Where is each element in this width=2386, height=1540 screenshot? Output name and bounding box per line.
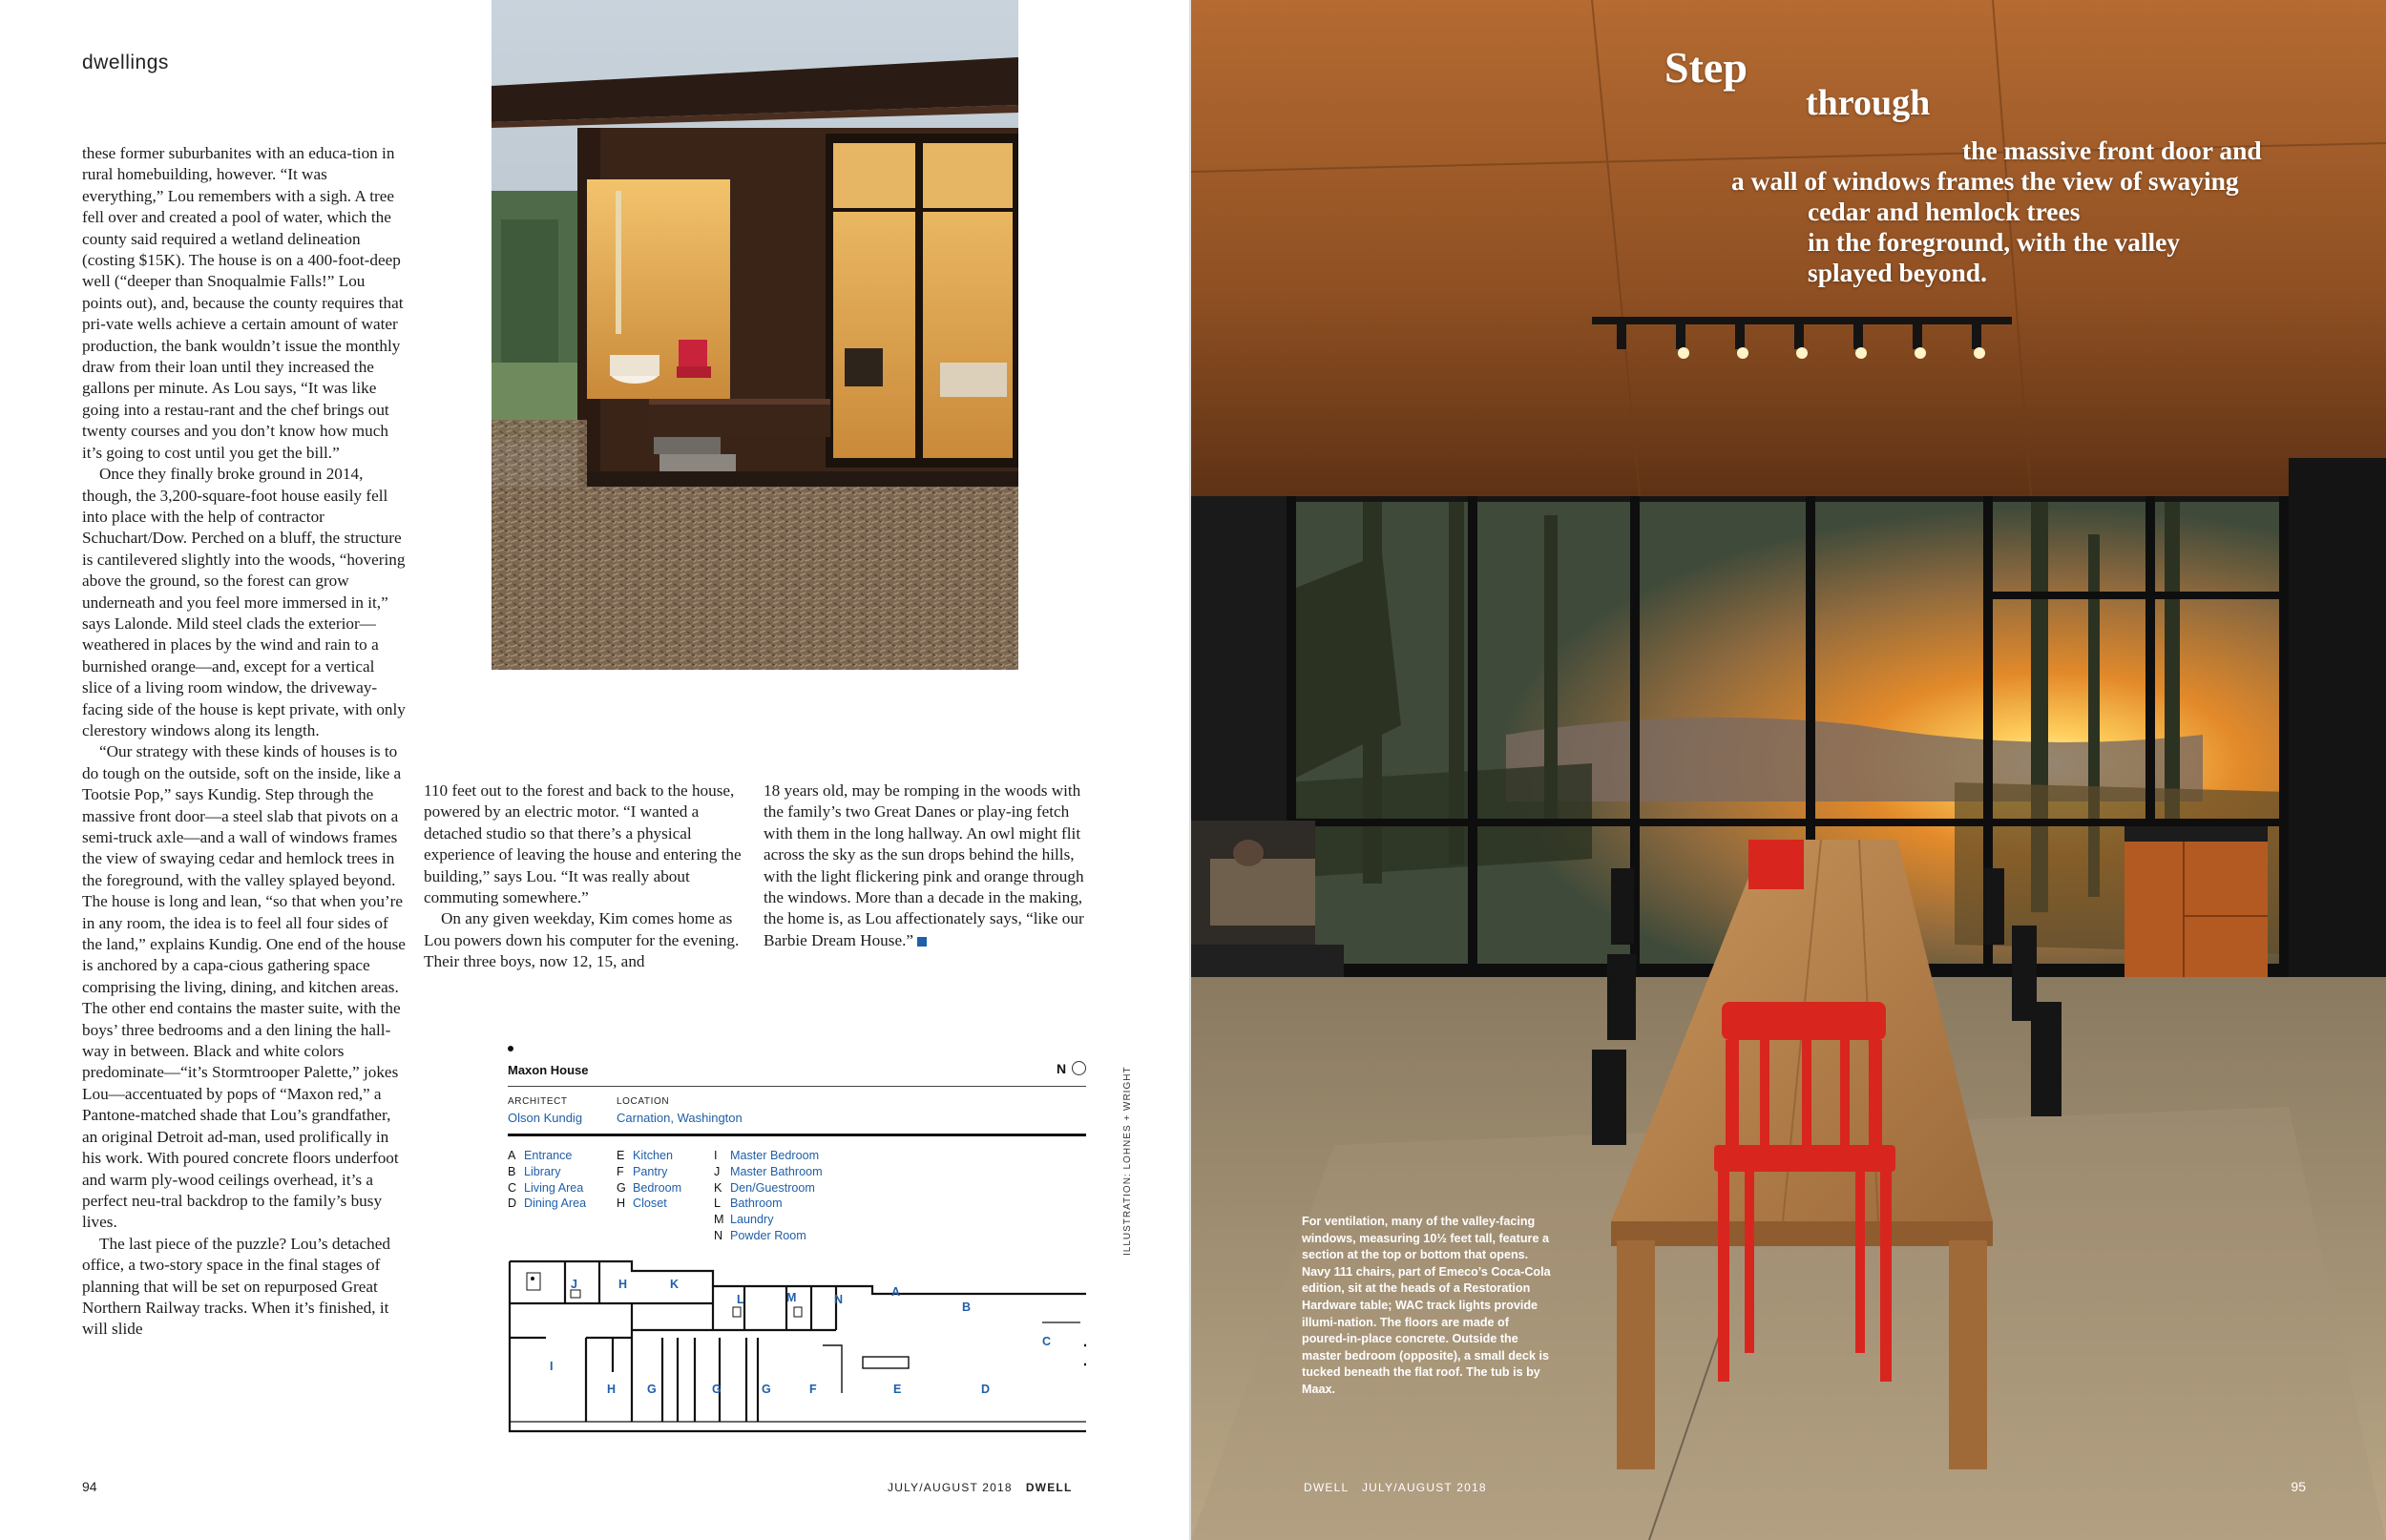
left-page <box>0 0 1191 1540</box>
room-label: G <box>762 1383 771 1396</box>
folio-issue-date: JULY/AUGUST 2018 <box>1361 1481 1487 1494</box>
room-label: C <box>1042 1335 1052 1348</box>
legend-item: I Master Bedroom <box>714 1149 820 1162</box>
paragraph: “Our strategy with these kinds of houses is to do tough on the outside, soft on the inside, like a Tootsie Pop,” says Kundig. Step through the massive front door—a steel slab that pivots on a semi-truck axle—and a wall of windows frames the view of swaying cedar and hemlock trees in the foreground, with the valley splayed beyond. The house is long and lean, “so that when you’re in any room, the idea is to feel all four sides of the land,” explains Kundig. One end of the house is anchored by a capa-cious gathering space comprising the living, dining, and kitchen areas. The other end contains the master suite, with the boys’ three bedrooms and a den lining the hall-way in between. Black and white colors predominate—“it’s Stormtrooper Palette,” jokes Lou—accentuated by pops of “Maxon red,” a Pantone-matched shade that Lou’s grandfather, an original Detroit ad-man, used prolifically in his work. With poured concrete floors underfoot and warm ply-wood ceilings overhead, it’s a perfect neu-tral backdrop to the family’s busy lives. <box>82 742 406 1232</box>
right-page <box>1191 0 2386 1540</box>
north-label: N <box>1056 1061 1067 1076</box>
room-label: H <box>618 1278 628 1291</box>
paragraph: The last piece of the puzzle? Lou’s detached office, a two-story space in the final stages of planning that will be set on repurposed Great Northern Railway tracks. When it’s finished, it will slide <box>82 1234 390 1339</box>
architect-label: ARCHITECT <box>508 1096 568 1107</box>
legend-item: H Closet <box>617 1197 667 1211</box>
article-column-1 <box>82 143 407 1341</box>
illustration-credit: ILLUSTRATION: LOHNES + WRIGHT <box>1122 1066 1133 1256</box>
legend-item: J Master Bathroom <box>714 1164 823 1178</box>
legend-item: N Powder Room <box>714 1228 806 1242</box>
photo-caption: For ventilation, many of the valley-facing windows, measuring 10½ feet tall, feature a section at the top or bottom that opens. Navy 111 chairs, part of Emeco’s Coca-Cola edition, sit at the heads of a Restoration Hardware table; WAC track lights provide illumi-nation. The floors are made of poured-in-place concrete. Outside the master bedroom (opposite), a small deck is tucked beneath the flat roof. The tub is by Maax. <box>1302 1215 1551 1396</box>
floor-plan <box>508 1046 1086 1446</box>
folio-magazine: DWELL <box>1025 1481 1073 1494</box>
north-arrow-icon <box>1072 1061 1086 1075</box>
entry-photo <box>492 0 1018 670</box>
legend-item: F Pantry <box>617 1164 668 1178</box>
room-label: E <box>893 1383 902 1396</box>
legend-item: D Dining Area <box>508 1197 587 1211</box>
room-label: K <box>670 1278 680 1291</box>
plan-divider <box>508 1086 1086 1087</box>
legend-item: B Library <box>508 1164 561 1178</box>
paragraph: these former suburbanites with an educa-tion in rural homebuilding, however. “It was everything,” Lou remembers with a sigh. A tree fell over and created a pool of water, which the county said required a wetland delineation (costing $15K). The house is on a 400-foot-deep well (“deeper than Snoqualmie Falls!” Lou points out), and, because the county requires that pri-vate wells achieve a certain amount of water production, the bank wouldn’t issue the monthly draw from their loan until they increased the gallons per minute. As Lou says, “It was like going into a restau-rant and the chef brings out twenty courses and you don’t know how much it’s going to cost until you get the bill.” <box>82 144 404 462</box>
pull-quote-line: in the foreground, with the valley <box>1808 227 2181 257</box>
end-mark-icon <box>917 937 927 947</box>
legend-item: A Entrance <box>508 1149 573 1162</box>
paragraph: On any given weekday, Kim comes home as Lou powers down his computer for the evening. Their three boys, now 12, 15, and <box>424 909 740 971</box>
legend-item: C Living Area <box>508 1180 584 1195</box>
folio-issue <box>888 1481 1072 1494</box>
legend-column-3 <box>714 1148 823 1244</box>
north-indicator <box>1057 1061 1086 1076</box>
article-column-2 <box>424 780 750 973</box>
paragraph: 110 feet out to the forest and back to the house, powered by an electric motor. “I wanted a detached studio so that there’s a physical experience of leaving the house and entering the building,” says Lou. “It was really about commuting somewhere.” <box>424 781 742 907</box>
room-label: A <box>891 1285 901 1299</box>
paragraph: Once they finally broke ground in 2014, though, the 3,200-square-foot house easily fell into place with the help of contractor Schuchart/Dow. Perched on a bluff, the structure is cantilevered slightly into the woods, “hovering above the ground, so the forest can grow underneath and you feel more immersed in it,” says Lalonde. Mild steel clads the exterior—weathered in places by the wind and rain to a burnished orange—and, except for a vertical slice of a living room window, the driveway-facing side of the house is kept private, with only clerestory windows along its length. <box>82 465 406 739</box>
entry-photo-illustration <box>492 0 1018 670</box>
legend-item: G Bedroom <box>617 1180 682 1195</box>
location-label: LOCATION <box>617 1096 670 1107</box>
legend-item: M Laundry <box>714 1213 774 1227</box>
room-label: F <box>809 1383 817 1396</box>
floor-plan-drawing <box>508 1250 1086 1441</box>
pull-quote-line: cedar and hemlock trees <box>1808 197 2081 226</box>
legend-column-1 <box>508 1148 586 1212</box>
page-number: 95 <box>2291 1479 2306 1494</box>
paragraph-text: 18 years old, may be romping in the woods with the family’s two Great Danes or play-ing fetch with them in the long hallway. An owl might flit across the sky as the sun drops behind the hills, with the light flickering pink and orange through the windows. More than a decade in the making, the home is, as Lou affectionately says, “like our Barbie Dream House.” <box>764 781 1084 949</box>
plan-divider-thick <box>508 1134 1086 1136</box>
room-label: G <box>712 1383 722 1396</box>
room-label: J <box>571 1278 577 1291</box>
room-label: D <box>981 1383 991 1396</box>
pull-quote-word-2: through <box>1806 83 1931 123</box>
folio-magazine: DWELL <box>1304 1481 1350 1494</box>
plan-title: Maxon House <box>508 1063 589 1077</box>
plan-bullet-icon <box>508 1046 513 1051</box>
room-label: B <box>962 1301 972 1314</box>
room-label: I <box>550 1360 554 1373</box>
room-label: L <box>737 1293 744 1306</box>
page-number: 94 <box>82 1479 97 1494</box>
pull-quote-word-1: Step <box>1664 43 1748 92</box>
pull-quote-line: the massive front door and <box>1962 135 2262 165</box>
pull-quote-line: a wall of windows frames the view of swaying <box>1731 166 2239 196</box>
legend-item: E Kitchen <box>617 1149 674 1162</box>
location-name: Carnation, Washington <box>617 1111 743 1125</box>
legend-column-2 <box>617 1148 681 1212</box>
section-label: dwellings <box>82 52 169 73</box>
architect-name: Olson Kundig <box>508 1111 583 1125</box>
room-label: N <box>834 1293 844 1306</box>
paragraph <box>764 780 1090 951</box>
room-label: M <box>786 1291 797 1304</box>
pull-quote-line: splayed beyond. <box>1808 258 1987 287</box>
legend-item: K Den/Guestroom <box>714 1180 815 1195</box>
folio-issue-date: JULY/AUGUST 2018 <box>888 1481 1013 1494</box>
folio-issue <box>1304 1481 1487 1494</box>
room-label: H <box>607 1383 617 1396</box>
article-column-3 <box>764 780 1090 951</box>
legend-item: L Bathroom <box>714 1197 783 1211</box>
room-label: G <box>647 1383 657 1396</box>
